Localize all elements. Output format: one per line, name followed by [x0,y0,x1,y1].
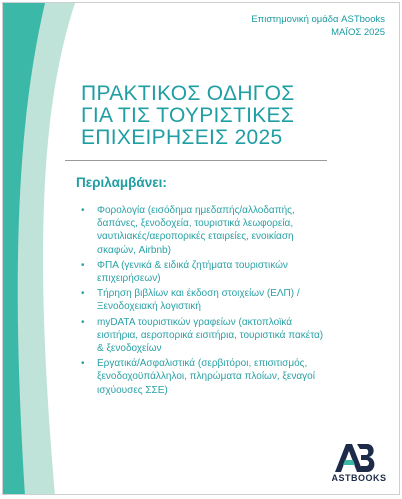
date-label: ΜΑΪΟΣ 2025 [331,27,385,38]
document-page [2,2,400,495]
list-item: • myDATA τουριστικών γραφείων (ακτοπλοϊκά εισιτήρια, αεροπορικά εισιτήρια, τουριστικά πακέτα) & ξενοδοχείων [81,316,324,355]
bullet-icon: • [81,205,85,216]
title-line-3: ΕΠΙΧΕΙΡΗΣΕΙΣ 2025 [81,126,283,149]
bullet-icon: • [81,259,85,271]
contents-list [81,204,367,399]
title-divider [65,160,327,161]
header-meta [251,13,385,39]
logo-mark-icon [333,443,377,473]
bullet-icon: • [81,316,85,328]
document-title [81,83,381,149]
bullet-icon: • [81,358,85,370]
list-item: • Φορολογία (εισόδημα ημεδαπής/αλλοδαπής, δαπάνες, ξενοδοχεία, τουριστικά λεωφορεία, ναυτιλιακές/αεροπορικές εταιρείες, ενοικίαση σκαφών, Airbnb) [81,205,295,256]
logo-text: ASTBOOKS [331,473,387,483]
list-item: • Εργατικά/Ασφαλιστικά (σερβιτόροι, επισιτισμός, ξενοδοχοϋπάλληλοι, πληρώματα πλοίων, ξεναγοί ισχύουσες ΣΣΕ) [81,358,315,396]
title-line-2: ΓΙΑ ΤΙΣ ΤΟΥΡΙΣΤΙΚΕΣ [81,104,295,127]
list-item: • ΦΠΑ (γενικά & ειδικά ζητήματα τουριστικών επιχειρήσεων) [81,259,288,285]
bullet-icon: • [81,288,85,300]
includes-heading: Περιλαμβάνει: [76,175,167,190]
title-line-1: ΠΡΑΚΤΙΚΟΣ ΟΔΗΓΟΣ [81,82,295,105]
list-item: • Τήρηση βιβλίων και έκδοση στοιχείων (ΕΛΠ) / Ξενοδοχειακή λογιστική [81,288,300,313]
group-label: Επιστημονική ομάδα ASTbooks [251,14,385,25]
astbooks-logo [329,443,385,487]
